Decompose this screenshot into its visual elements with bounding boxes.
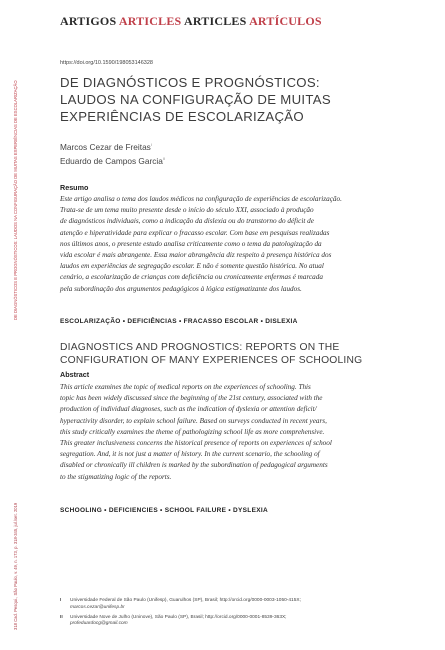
- title-line: EXPERIÊNCIAS DE ESCOLARIZAÇÃO: [60, 109, 304, 124]
- author-affiliation-mark: I: [150, 142, 152, 147]
- resumo-line: Este artigo analisa o tema dos laudos médicos na configuração de experiências de escolarização.: [60, 195, 342, 203]
- footnote-mark: I: [60, 598, 62, 603]
- header-label-articles-1: ARTICLES: [118, 14, 182, 28]
- side-running-title: DE DIAGNÓSTICOS E PROGNÓSTICOS: LAUDOS NA CONFIGURAÇÃO DE MUITAS EXPERIÊNCIAS DE ESCOLARIZAÇÃO: [13, 80, 18, 320]
- abstract-heading: Abstract: [60, 370, 90, 379]
- resumo-heading: Resumo: [60, 183, 89, 192]
- abstract-line: to the stigmatizing logic of the reports.: [60, 472, 172, 481]
- article-title: [60, 74, 420, 125]
- resumo-line: cenário, a escolarização de crianças com deficiência ou cronicamente enfermas é marcada: [60, 273, 323, 282]
- english-title-line: DIAGNOSTICS AND PROGNOSTICS: REPORTS ON THE: [60, 342, 340, 353]
- author-item: [60, 139, 165, 153]
- header-label-articles-2: ARTICLES: [183, 14, 247, 28]
- abstract-line: hyperactivity disorder, to explain school failure. Based on surveys conducted in recent years,: [60, 416, 327, 425]
- section-header: [60, 14, 322, 29]
- abstract-line: This greater inclusiveness concerns the historical presence of reports on experiences of school: [60, 439, 332, 448]
- footnote-affiliation: Universidade Nove de Julho (Uninove), São Paulo (SP), Brasil; http://orcid.org/0000-0001-8539-363X;: [70, 614, 287, 620]
- abstract-line: production of individual diagnoses, such as the indication of dyslexia or attention deficit/: [60, 405, 317, 414]
- footnote-email[interactable]: profeduardocg@gmail.com: [70, 621, 128, 627]
- resumo-line: pela subordinação dos argumentos pedagógicos à lógica estigmatizante dos laudos.: [60, 284, 302, 293]
- abstract-body: [60, 382, 406, 483]
- footnote-mark: II: [60, 614, 63, 620]
- abstract-line: segregation. And, it is not just a matter of history. In the current scenario, the schooling of: [60, 450, 320, 459]
- author-item: [60, 153, 165, 167]
- resumo-body: [60, 194, 406, 295]
- english-title: [60, 341, 420, 367]
- side-margin: [11, 0, 21, 650]
- footnote-item: [60, 615, 301, 629]
- footnote-affiliation: Universidade Federal de São Paulo (Unifesp), Guarulhos (SP), Brasil; http://orcid.org/0000-0003-1050-415X;: [70, 598, 301, 603]
- resumo-keywords: ESCOLARIZAÇÃO • DEFICIÊNCIAS • FRACASSO ESCOLAR • DISLEXIA: [60, 318, 298, 325]
- resumo-line: atenção e hiperatividade para explicar o fracasso escolar. Com base em pesquisas realizadas: [60, 228, 330, 237]
- doi-link[interactable]: https://doi.org/10.1590/198053146328: [60, 60, 153, 66]
- resumo-line: laudos em experiências de segregação escolar. E não é somente questão histórica. No atual: [60, 262, 324, 271]
- resumo-line: de diagnósticos individuais, como a indicação da dislexia ou do transtorno do déficit de: [60, 217, 314, 226]
- abstract-line: disabled or chronically ill children is marked by the subordination of pedagogical arguments: [60, 461, 328, 470]
- english-title-line: CONFIGURATION OF MANY EXPERIENCES OF SCHOOLING: [60, 355, 363, 366]
- abstract-keywords: SCHOOLING • DEFICIENCIES • SCHOOL FAILURE • DYSLEXIA: [60, 507, 268, 514]
- side-citation: 318 Cad. Pesqui., São Paulo, v. 49, n. 173, p. 318-345, jul./set. 2019: [13, 502, 18, 630]
- author-affiliation-mark: II: [162, 155, 166, 161]
- resumo-line: Trata-se de um tema muito presente desde o início do século XXI, associado à produção: [60, 206, 314, 215]
- footnotes: [60, 598, 301, 628]
- title-line: DE DIAGNÓSTICOS E PROGNÓSTICOS:: [60, 75, 320, 90]
- author-name: Marcos Cezar de Freitas: [60, 141, 151, 152]
- author-list: [60, 139, 165, 167]
- abstract-line: This article examines the topic of medical reports on the experiences of schooling. This: [60, 383, 311, 391]
- footnote-item: [60, 598, 301, 612]
- author-name: Eduardo de Campos Garcia: [60, 155, 163, 166]
- header-label-articulos: ARTÍCULOS: [249, 14, 322, 28]
- resumo-line: vida escolar é mais abrangente. Essa maior abrangência diz respeito à presença histórica dos: [60, 251, 332, 260]
- resumo-line: nos últimos anos, o presente estudo analisa criticamente como o tema da patologização da: [60, 239, 322, 248]
- abstract-line: this study critically examines the theme of pathologizing school life as more comprehensive.: [60, 427, 325, 436]
- abstract-line: topic has been widely discussed since the beginning of the 21st century, associated with the: [60, 394, 323, 403]
- footnote-email[interactable]: marcos.cezar@unifesp.br: [70, 604, 125, 610]
- header-label-artigos: ARTIGOS: [60, 14, 117, 28]
- title-line: LAUDOS NA CONFIGURAÇÃO DE MUITAS: [60, 92, 331, 107]
